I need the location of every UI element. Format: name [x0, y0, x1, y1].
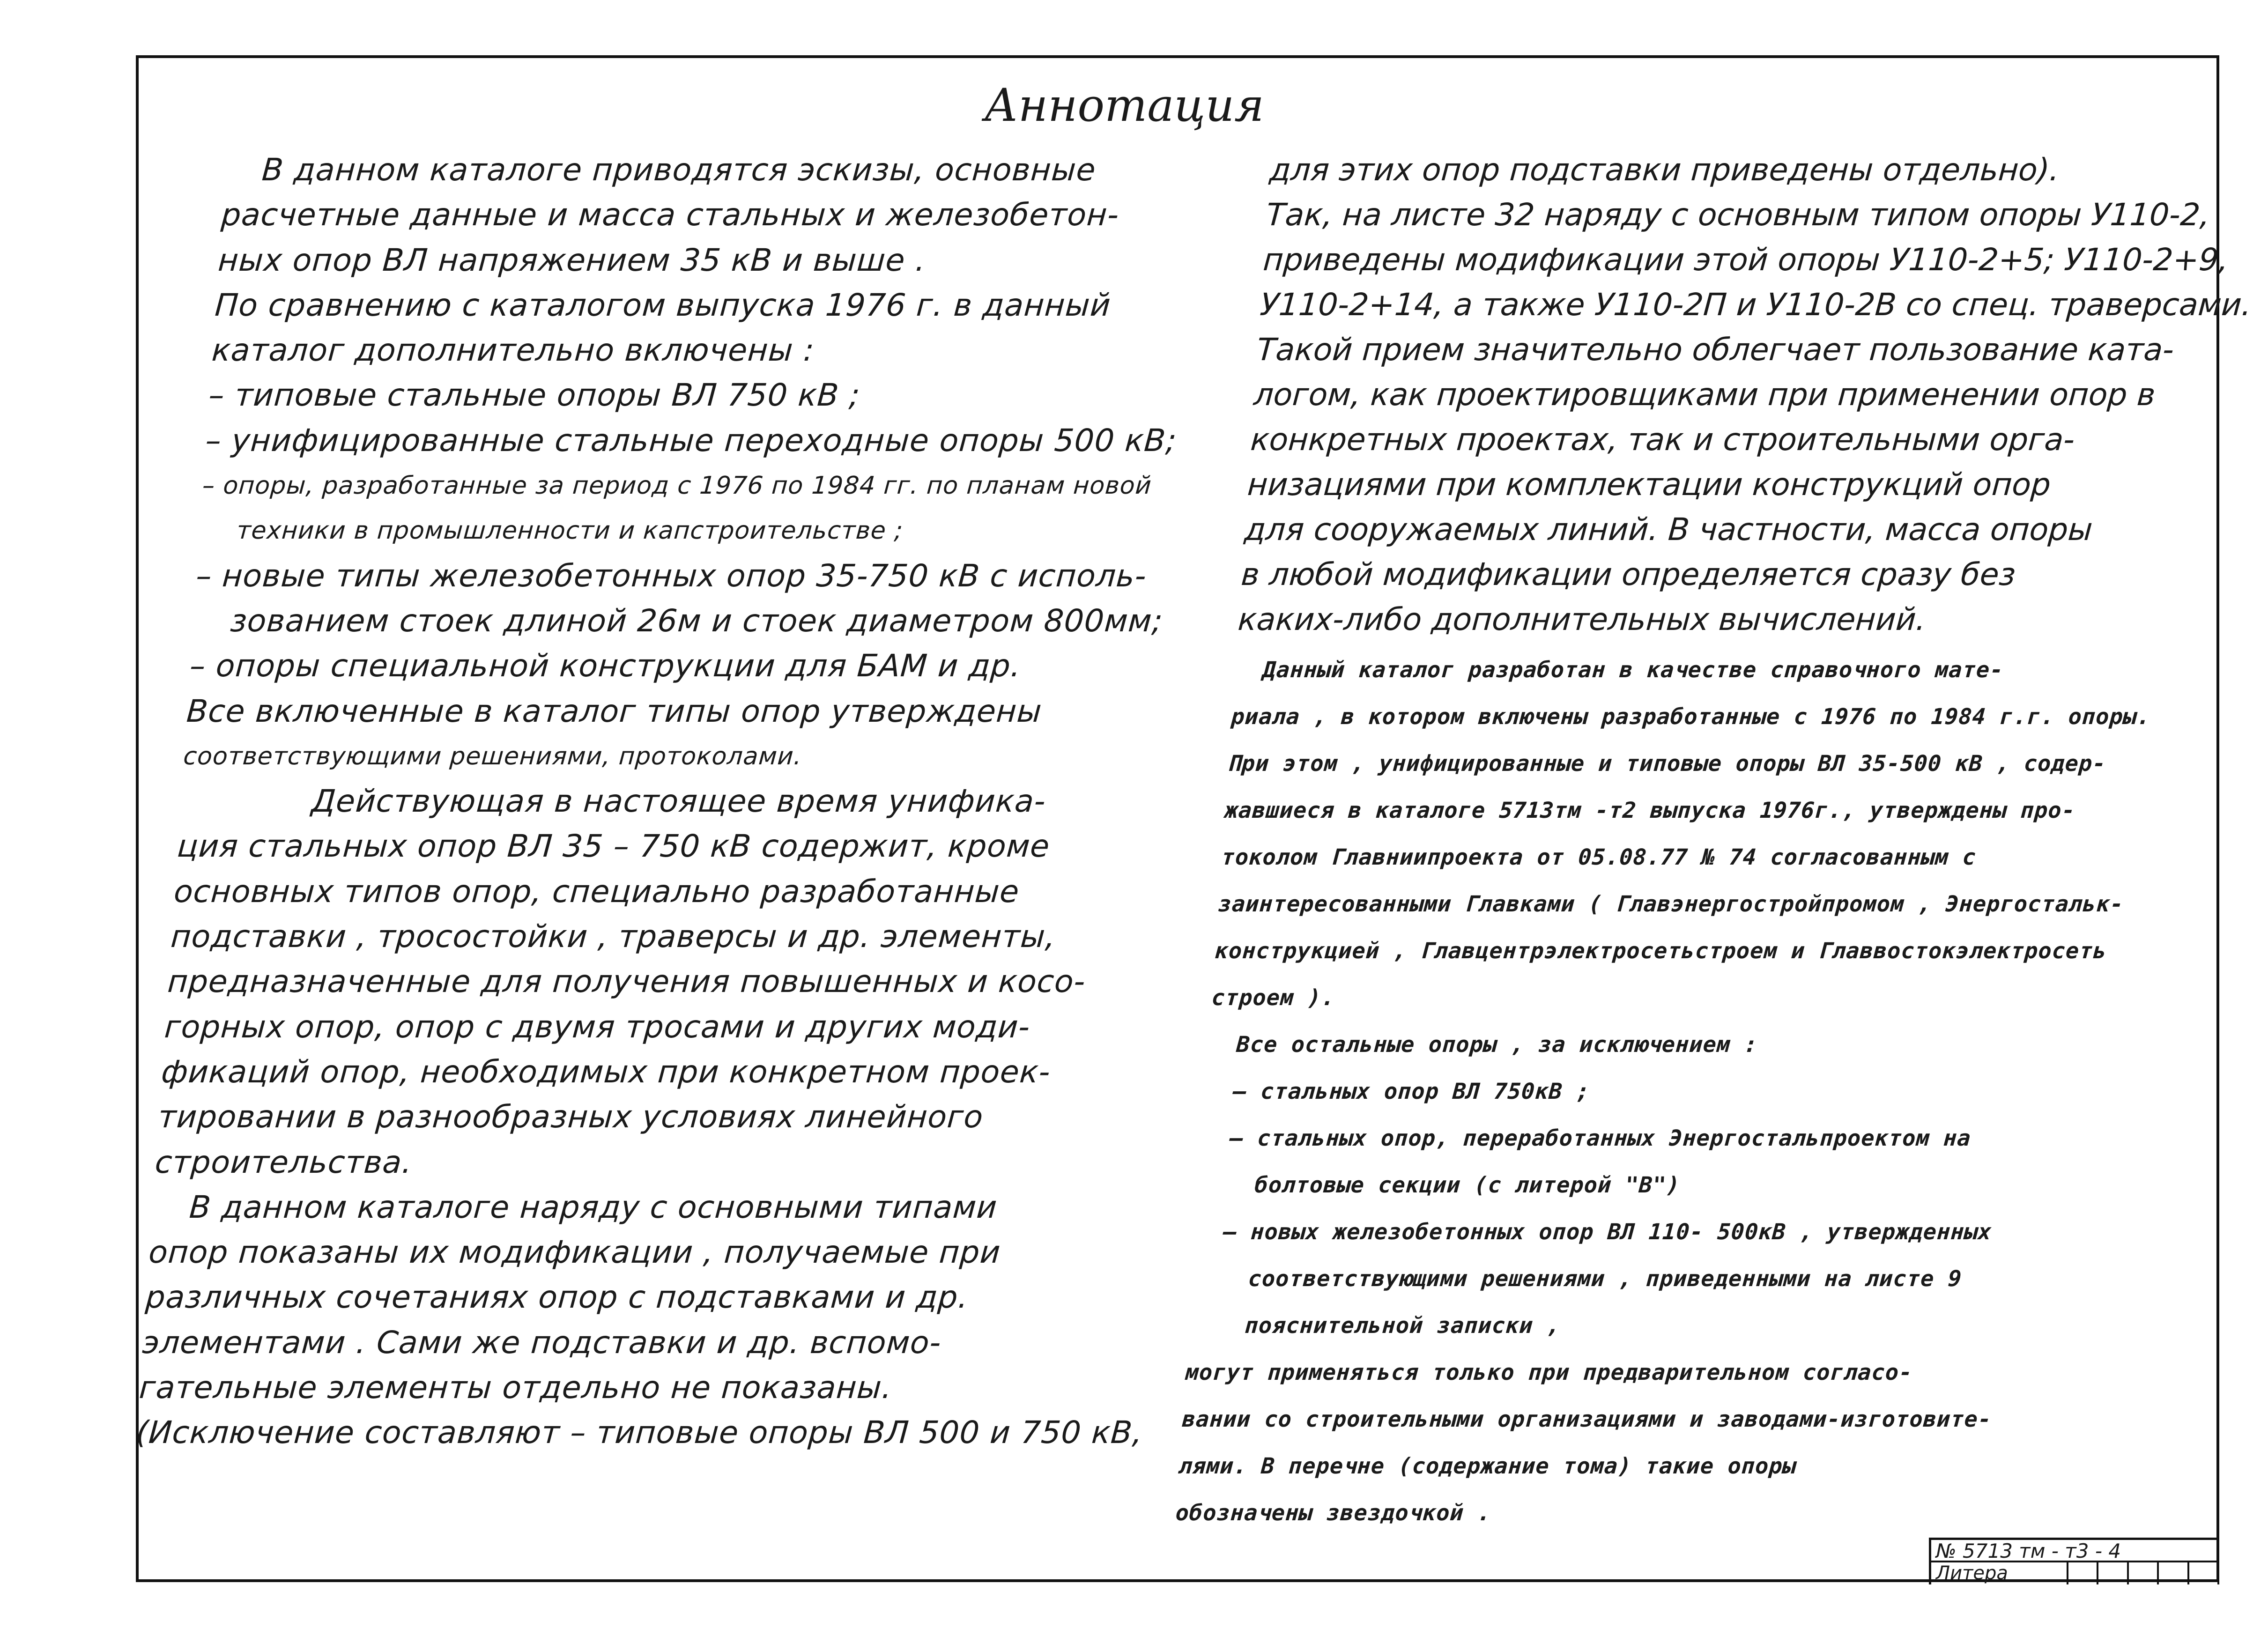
- litera-cell: [2129, 1562, 2159, 1584]
- litera-cell: [2159, 1562, 2189, 1584]
- text-line: каталог дополнительно включены :: [210, 332, 816, 369]
- text-line: В данном каталоге приводятся эскизы, основные: [260, 152, 1097, 188]
- text-line: – опоры специальной конструкции для БАМ и др.: [188, 648, 1023, 684]
- litera-cell: [2098, 1562, 2128, 1584]
- text-line: строительства.: [154, 1144, 414, 1180]
- text-line: каких-либо дополнительных вычислений.: [1237, 601, 1927, 637]
- typed-line: конструкцией , Главцентрэлектросетьстроем и Главвостокэлектросеть: [1214, 938, 2108, 964]
- text-line: горных опор, опор с двумя тросами и других моди-: [163, 1008, 1031, 1045]
- text-line: расчетные данные и масса стальных и железобетон-: [220, 197, 1120, 233]
- typed-line: токолом Главниипроекта от 05.08.77 № 74 согласованным с: [1220, 844, 1977, 870]
- litera-cell: [2189, 1562, 2219, 1584]
- left-column: [134, 148, 1219, 1456]
- text-line: – типовые стальные опоры ВЛ 750 кВ ;: [207, 377, 861, 414]
- typed-line: обозначены звездочкой .: [1174, 1500, 1492, 1526]
- text-line: техники в промышленности и капстроительстве ;: [236, 517, 904, 545]
- text-line: По сравнению с каталогом выпуска 1976 г. в данный: [214, 287, 1112, 323]
- typed-line: – стальных опор ВЛ 750кВ ;: [1232, 1079, 1591, 1104]
- text-line: ция стальных опор ВЛ 35 – 750 кВ содержит, кроме: [176, 828, 1051, 865]
- text-line: тировании в разнообразных условиях линейного: [157, 1099, 985, 1135]
- text-line: Все включенные в каталог типы опор утверждены: [185, 693, 1043, 729]
- typed-line: При этом , унифицированные и типовые опоры ВЛ 35-500 кВ , содер-: [1227, 751, 2107, 777]
- text-line: Так, на листе 32 наряду с основным типом опоры У110-2,: [1265, 197, 2211, 233]
- text-line: – новые типы железобетонных опор 35-750 кВ с исполь-: [195, 557, 1148, 594]
- litera-label: Литера: [1931, 1562, 2068, 1584]
- text-line: низациями при комплектации конструкций опор: [1246, 466, 2052, 503]
- text-line: Такой прием значительно облегчает пользование ката-: [1255, 332, 2175, 368]
- typed-line: жавшиеся в каталоге 5713тм -т2 выпуска 1976г., утверждены про-: [1223, 798, 2077, 823]
- text-line: (Исключение составляют – типовые опоры ВЛ 500 и 750 кВ,: [135, 1414, 1144, 1451]
- text-line: фикаций опор, необходимых при конкретном проек-: [160, 1053, 1052, 1090]
- page-title: Аннотация: [984, 79, 1264, 132]
- text-line: приведены модификации этой опоры У110-2+5; У110-2+9,: [1262, 242, 2230, 278]
- text-line: – опоры, разработанные за период с 1976 по 1984 гг. по планам новой: [201, 472, 1153, 500]
- text-line: В данном каталоге наряду с основными типами: [188, 1189, 999, 1225]
- text-line: логом, как проектировщиками при применении опор в: [1253, 377, 2157, 413]
- text-line: зованием стоек длиной 26м и стоек диаметром 800мм;: [229, 602, 1164, 639]
- text-line: для этих опор подставки приведены отдельно).: [1268, 152, 2061, 188]
- text-line: элементами . Сами же подставки и др. вспомо-: [141, 1324, 943, 1361]
- typed-line: заинтересованными Главками ( Главэнергостройпромом , Энергостальк-: [1217, 891, 2125, 917]
- typed-line: Данный каталог разработан в качестве справочного мате-: [1261, 657, 2005, 683]
- text-line: Действующая в настоящее время унифика-: [310, 783, 1047, 820]
- text-line: предназначенные для получения повышенных и косо-: [166, 963, 1087, 1000]
- text-line: подставки , тросостойки , траверсы и др. элементы,: [170, 918, 1057, 955]
- text-line: – унифицированные стальные переходные опоры 500 кВ;: [204, 422, 1178, 459]
- litera-row: [1931, 1562, 2219, 1584]
- typed-line: строем ).: [1210, 985, 1336, 1011]
- litera-cell: [2068, 1562, 2098, 1584]
- text-line: соответствующими решениями, протоколами.: [182, 742, 803, 770]
- text-line: конкретных проектах, так и строительными орга-: [1249, 422, 2076, 458]
- typed-line: Все остальные опоры , за исключением :: [1235, 1032, 1759, 1058]
- typed-line: вании со строительными организациями и заводами-изготовите-: [1181, 1406, 1993, 1432]
- text-line: опор показаны их модификации , получаемые при: [148, 1234, 1002, 1271]
- right-column: [1174, 148, 2253, 1537]
- typed-line: пояснительной записки ,: [1244, 1313, 1562, 1339]
- typed-line: могут применяться только при предварительном согласо-: [1184, 1360, 1914, 1385]
- text-line: гательные элементы отдельно не показаны.: [138, 1369, 894, 1406]
- text-line: для сооружаемых линий. В частности, масса опоры: [1243, 511, 2094, 548]
- text-line: в любой модификации определяется сразу без: [1240, 556, 2017, 592]
- typed-line: риала , в котором включены разработанные с 1976 по 1984 г.г. опоры.: [1230, 704, 2152, 730]
- text-line: различных сочетаниях опор с подставками и др.: [144, 1279, 970, 1316]
- typed-line: болтовые секции (с литерой "В"): [1253, 1172, 1681, 1198]
- title-block-stamp: [1929, 1538, 2219, 1584]
- document-number: № 5713 тм - т3 - 4: [1931, 1540, 2219, 1562]
- typed-line: соответствующими решениями , приведенными на листе 9: [1247, 1266, 1963, 1292]
- text-line: основных типов опор, специально разработанные: [172, 873, 1021, 910]
- typed-line: – стальных опор, переработанных Энергостальпроектом на: [1229, 1125, 1972, 1151]
- text-line: У110-2+14, а также У110-2П и У110-2В со спец. траверсами.: [1259, 287, 2253, 323]
- text-line: ных опор ВЛ напряжением 35 кВ и выше .: [217, 242, 927, 278]
- typed-line: лями. В перечне (содержание тома) такие опоры: [1178, 1453, 1798, 1479]
- typed-line: – новых железобетонных опор ВЛ 110- 500кВ , утвержденных: [1222, 1219, 1993, 1245]
